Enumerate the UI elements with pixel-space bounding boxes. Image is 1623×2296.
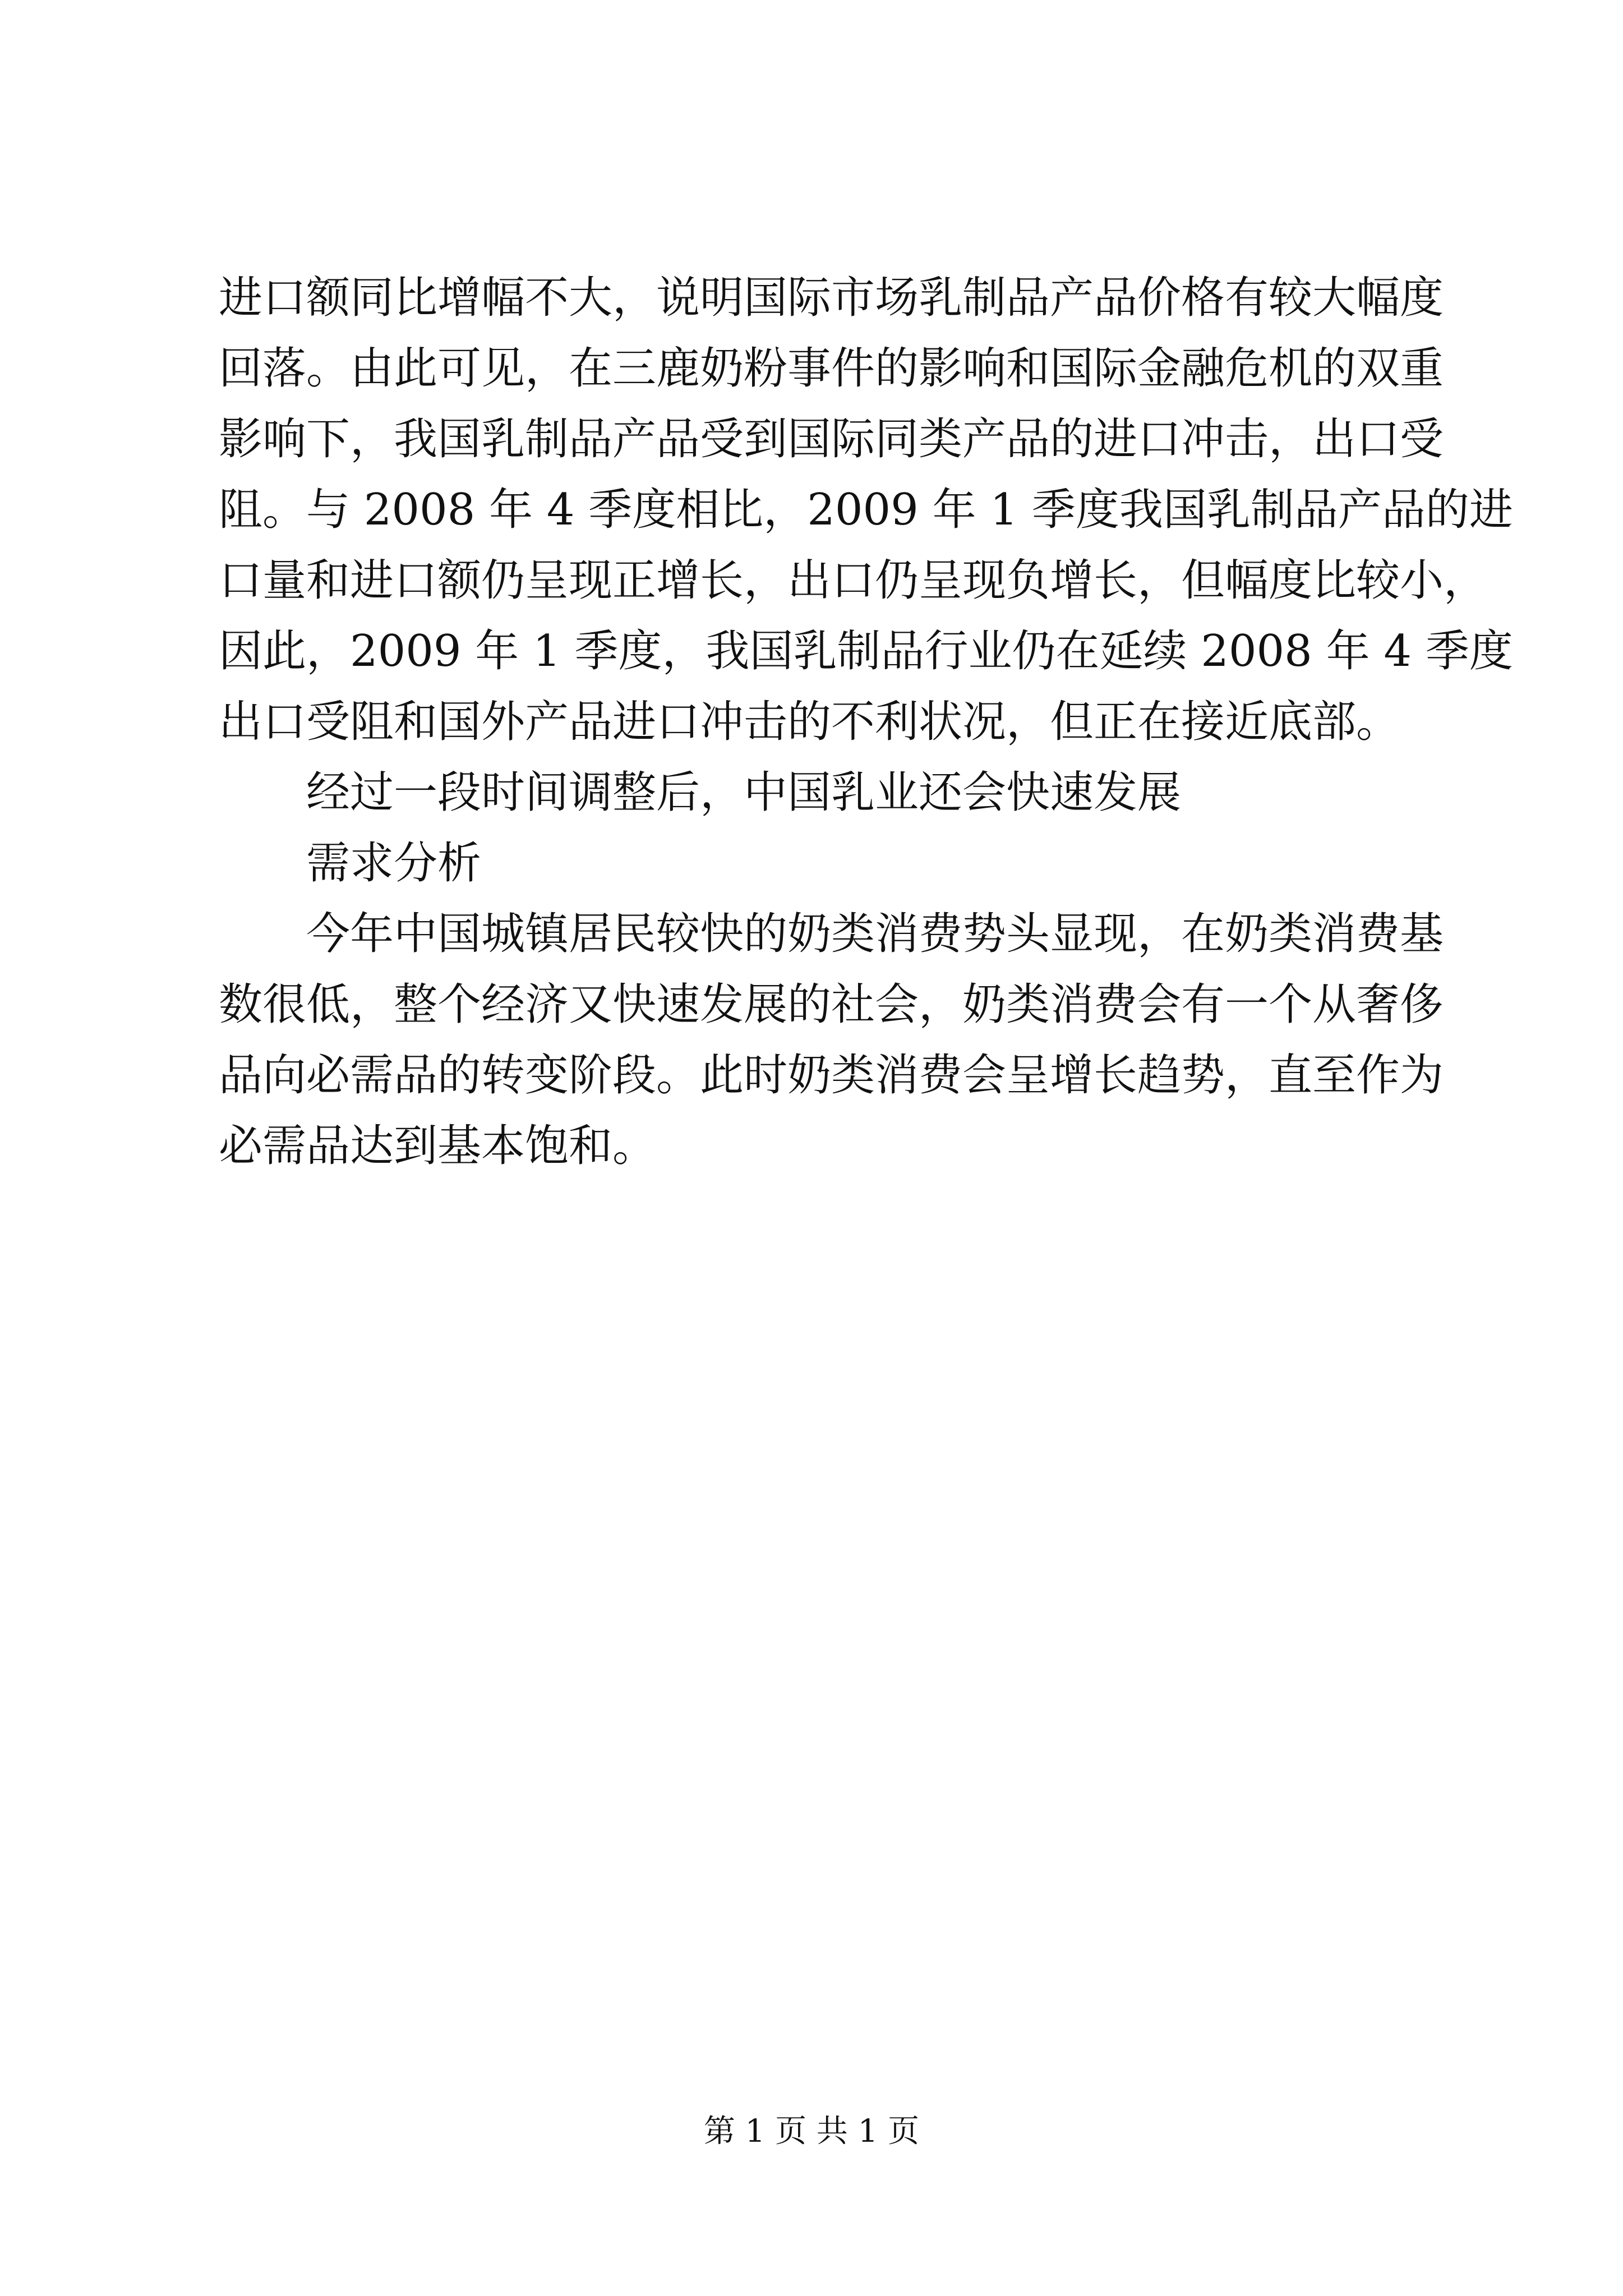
- paragraph-line: 口量和进口额仍呈现正增长，出口仍呈现负增长，但幅度比较小，: [219, 555, 1488, 606]
- paragraph-line: 影响下，我国乳制品产品受到国际同类产品的进口冲击，出口受: [219, 414, 1444, 464]
- paragraph-line: 必需品达到基本饱和。: [219, 1121, 657, 1171]
- paragraph-line: 进口额同比增幅不大，说明国际市场乳制品产品价格有较大幅度: [219, 273, 1444, 323]
- document-body: [219, 263, 1513, 1181]
- paragraph-line: 出口受阻和国外产品进口冲击的不利状况，但正在接近底部。: [219, 697, 1400, 747]
- page-number-footer: 第 1 页 共 1 页: [703, 2113, 920, 2150]
- paragraph-line: 阻。与 2008 年 4 季度相比，2009 年 1 季度我国乳制品产品的进: [219, 485, 1513, 535]
- paragraph-line: 品向必需品的转变阶段。此时奶类消费会呈增长趋势，直至作为: [219, 1050, 1444, 1101]
- section-heading: 经过一段时间调整后，中国乳业还会快速发展: [306, 767, 1182, 818]
- paragraph-line: 今年中国城镇居民较快的奶类消费势头显现，在奶类消费基: [306, 909, 1444, 959]
- section-heading: 需求分析: [306, 838, 482, 889]
- paragraph-line: 数很低，整个经济又快速发展的社会，奶类消费会有一个从奢侈: [219, 979, 1444, 1030]
- paragraph-line: 因此，2009 年 1 季度，我国乳制品行业仍在延续 2008 年 4 季度: [219, 626, 1513, 677]
- paragraph-line: 回落。由此可见，在三鹿奶粉事件的影响和国际金融危机的双重: [219, 343, 1444, 394]
